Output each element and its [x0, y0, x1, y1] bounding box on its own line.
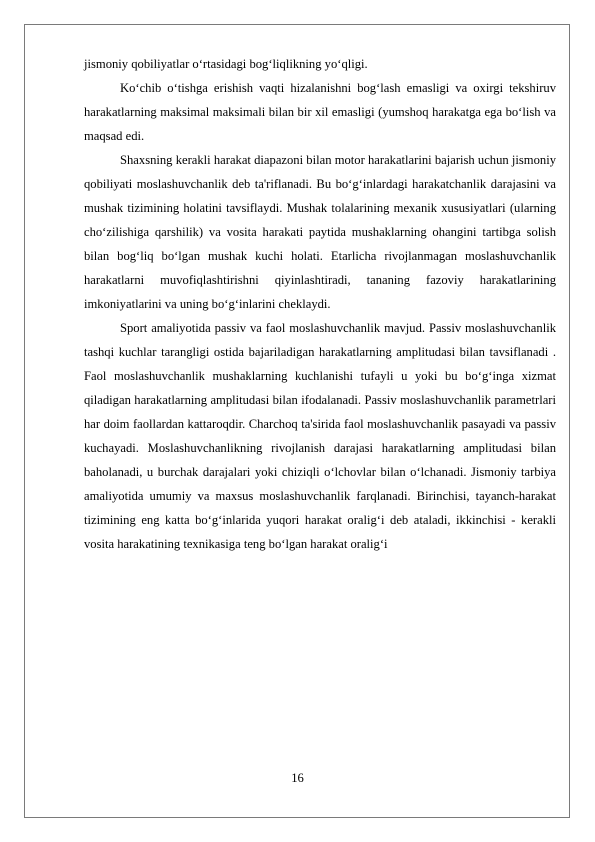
paragraph-movement-time: Ko‘chib o‘tishga erishish vaqti hizalanishni bog‘lash emasligi va oxirgi tekshiruv harakatlarning maksimal maksimali bilan bir xil emasligi (yumshoq harakatga ega bo‘lish va maqsad edi.: [84, 81, 556, 143]
paragraph-continuation: jismoniy qobiliyatlar o‘rtasidagi bog‘liqlikning yo‘qligi.: [84, 57, 368, 71]
paragraph-passive-active-flexibility: Sport amaliyotida passiv va faol moslashuvchanlik mavjud. Passiv moslashuvchanlik tashqi kuchlar tarangligi ostida bajariladigan harakatlarning amplitudasi bilan tavsiflanadi . Faol moslashuvchanlik mushaklarning kuchlanishi tufayli u yoki bu bo‘g‘inga xizmat qiladigan harakatlarning amplitudasi bilan ifodalanadi. Passiv moslashuvchanlik parametrlari har doim faollardan kattaroqdir. Charchoq ta'sirida faol moslashuvchanlik pasayadi va passiv kuchayadi. Moslashuvchanlikning rivojlanish darajasi harakatlarning amplitudasi bilan baholanadi, u burchak darajalari yoki chiziqli o‘lchovlar bilan o‘lchanadi. Jismoniy tarbiya amaliyotida umumiy va maxsus moslashuvchanlik farqlanadi. Birinchisi, tayanch-harakat tizimining eng katta bo‘g‘inlarida yuqori harakat oralig‘i deb ataladi, ikkinchisi - kerakli vosita harakatining texnikasiga teng bo‘lgan harakat oralig‘i: [84, 321, 556, 551]
page-body: [84, 52, 556, 556]
page-number: 16: [291, 771, 304, 785]
paragraph-flexibility-definition: Shaxsning kerakli harakat diapazoni bilan motor harakatlarini bajarish uchun jismoniy qobiliyati moslashuvchanlik deb ta'riflanadi. Bu bo‘g‘inlardagi harakatchanlik darajasini va mushak tizimining holatini tavsiflaydi. Mushak tolalarining mexanik xususiyatlari (ularning cho‘zilishiga qarshilik) va vosita harakati paytida mushaklarning ohangini tartibga solish bilan bog‘liq bo‘lgan mushak kuchi holati. Etarlicha rivojlanmagan moslashuvchanlik harakatlarni muvofiqlashtirishni qiyinlashtiradi, tananing fazoviy harakatlarining imkoniyatlarini va uning bo‘g‘inlarini cheklaydi.: [84, 153, 556, 311]
